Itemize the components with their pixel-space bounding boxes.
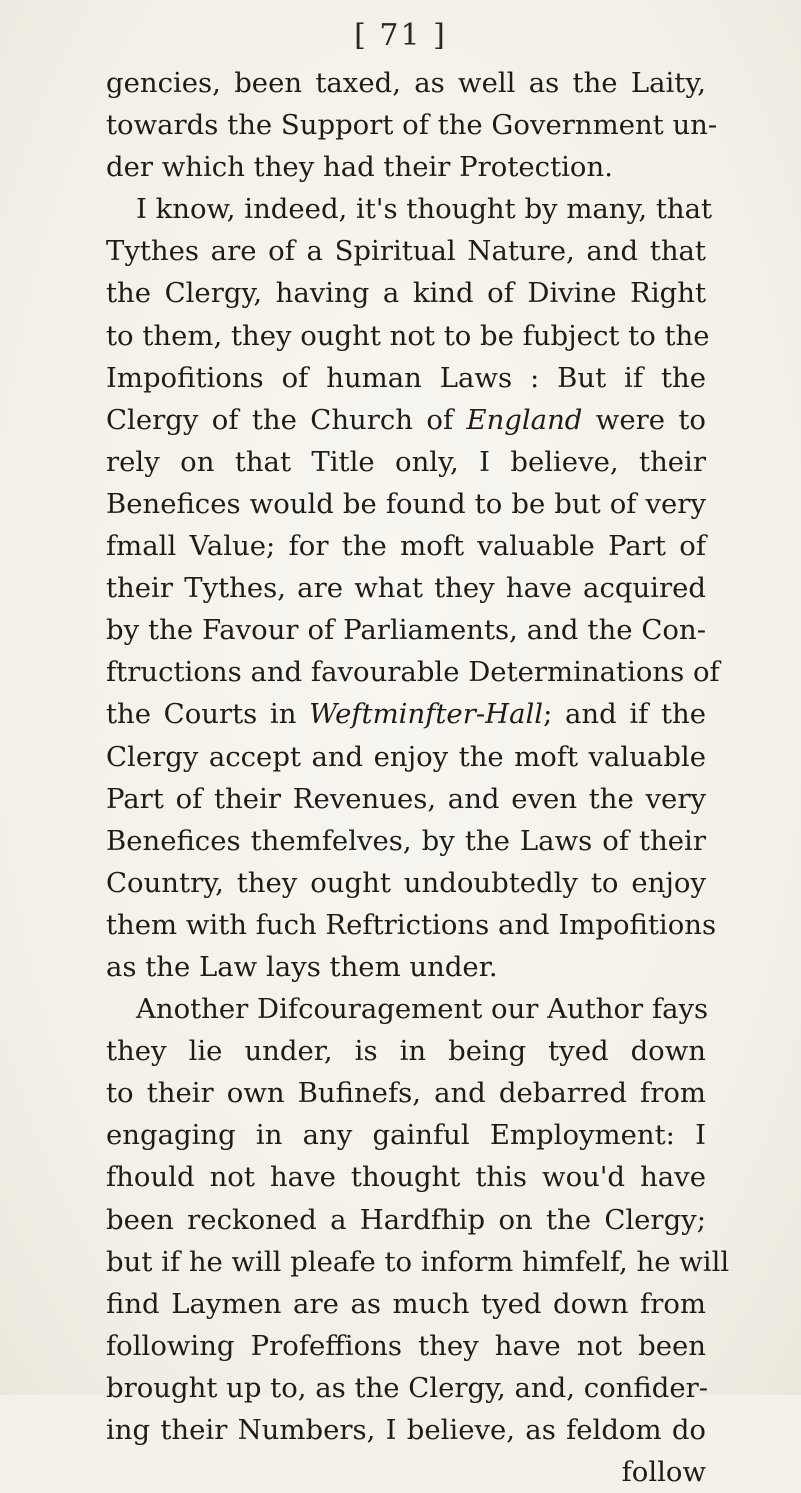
text-line: engaging in any gainful Employment: I xyxy=(106,1119,706,1152)
text-line: as the Law lays them under. xyxy=(106,950,498,983)
text-line: they lie under, is in being tyed down xyxy=(106,1035,706,1068)
text-line: been reckoned a Hardfhip on the Clergy; xyxy=(106,1203,706,1236)
text-line: Part of their Revenues, and even the very xyxy=(106,782,706,815)
text-line: Impofitions of human Laws : But if the xyxy=(106,361,706,394)
text-line: them with fuch Reftrictions and Impofitions xyxy=(106,908,717,941)
text-line: towards the Support of the Government un- xyxy=(106,109,718,142)
text-line: der which they had their Protection. xyxy=(106,151,613,184)
catchword: follow xyxy=(621,1456,706,1489)
text-line: Clergy of the Church of England were to xyxy=(106,403,706,436)
text-line: I know, indeed, it's thought by many, that xyxy=(136,193,713,226)
text-line: following Profeffions they have not been xyxy=(106,1329,706,1362)
text-line: rely on that Title only, I believe, their xyxy=(106,445,706,478)
text-line: fmall Value; for the moft valuable Part of xyxy=(106,530,706,563)
text-line: the Clergy, having a kind of Divine Right xyxy=(106,277,706,310)
page-number: [ 71 ] xyxy=(354,18,447,53)
text-line: ing their Numbers, I believe, as feldom do xyxy=(106,1414,706,1446)
text-line: Country, they ought undoubtedly to enjoy xyxy=(106,866,706,899)
text-line: Tythes are of a Spiritual Nature, and that xyxy=(106,235,706,268)
text-line: fhould not have thought this wou'd have xyxy=(106,1161,706,1194)
text-line: but if he will pleafe to inform himfelf, he will xyxy=(106,1245,730,1278)
text-line: to them, they ought not to be fubject to the xyxy=(106,319,710,352)
text-line: Benefices would be found to be but of very xyxy=(106,487,706,520)
text-line: Clergy accept and enjoy the moft valuable xyxy=(106,740,706,773)
text-line: find Laymen are as much tyed down from xyxy=(106,1287,706,1320)
text-line: to their own Bufinefs, and debarred from xyxy=(106,1077,706,1110)
text-line: Benefices themfelves, by the Laws of their xyxy=(106,824,706,857)
body-text xyxy=(106,62,730,1493)
text-line: Another Difcouragement our Author fays xyxy=(136,993,709,1026)
text-line: gencies, been taxed, as well as the Laity, xyxy=(106,67,706,99)
text-line: the Courts in Weftminfter-Hall; and if the xyxy=(106,698,706,731)
text-line: their Tythes, are what they have acquired xyxy=(106,572,706,605)
text-line: by the Favour of Parliaments, and the Con- xyxy=(106,614,706,647)
text-line: brought up to, as the Clergy, and, confider- xyxy=(106,1371,709,1404)
text-line: ftructions and favourable Determinations of xyxy=(106,656,720,689)
